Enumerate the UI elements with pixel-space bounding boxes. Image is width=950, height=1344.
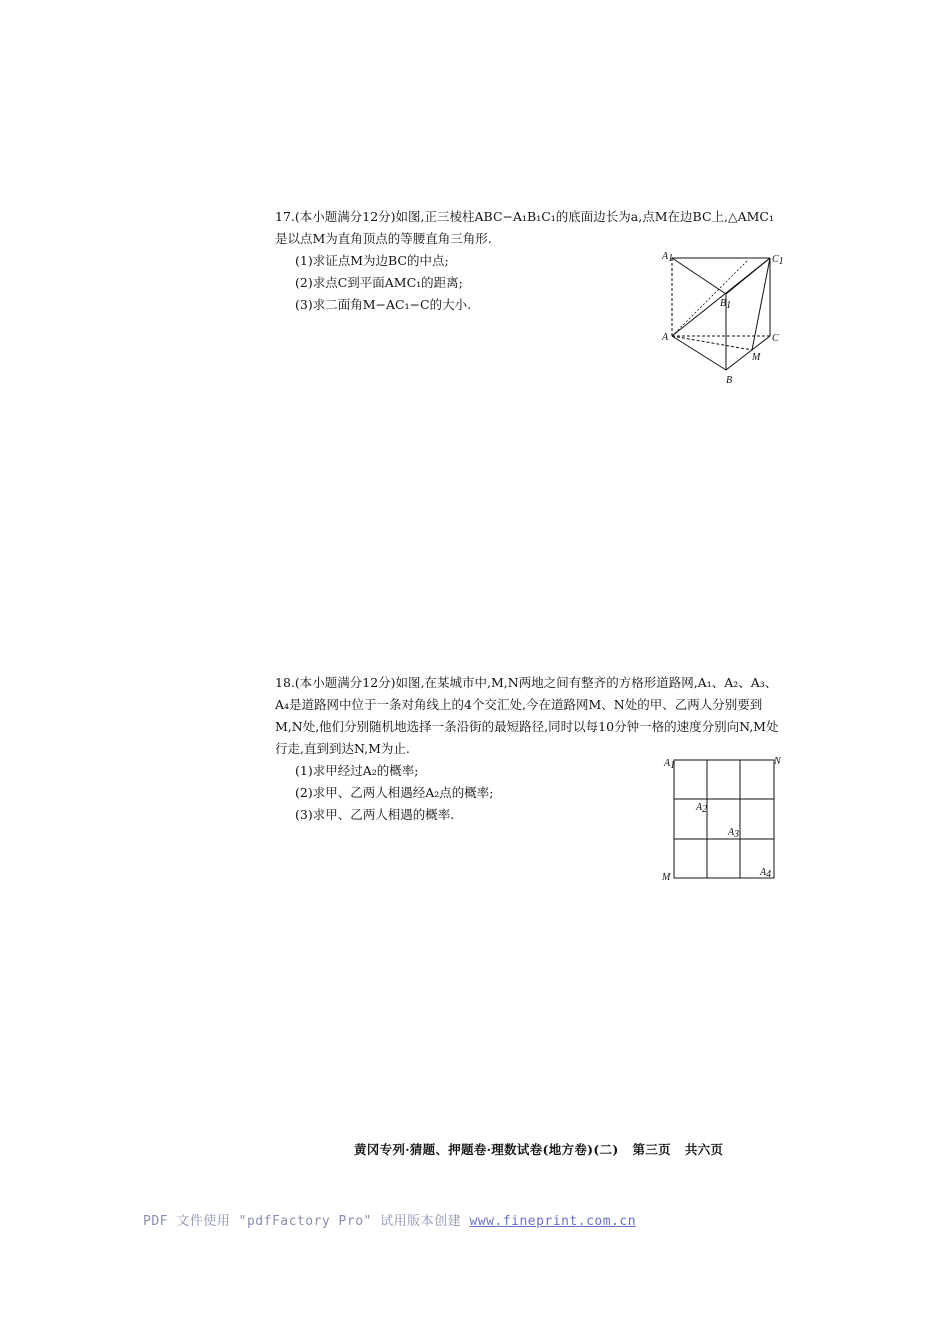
- watermark-link[interactable]: www.fineprint.com.cn: [469, 1214, 637, 1229]
- label-a1: A1: [662, 251, 674, 264]
- label-b: B: [726, 375, 733, 386]
- label-grid-a4: A4: [760, 867, 772, 880]
- grid-figure: [662, 754, 787, 884]
- label-grid-n: N: [774, 756, 781, 767]
- label-c: C: [772, 333, 779, 344]
- footer-total: 共六页: [684, 1142, 724, 1157]
- question-17-part-3: (3)求二面角M−AC₁−C的大小.: [295, 297, 472, 312]
- label-grid-a2: A2: [696, 802, 708, 815]
- question-18-part-1: (1)求甲经过A₂的概率;: [295, 763, 419, 778]
- label-m: M: [752, 352, 761, 363]
- prism-figure: [662, 250, 782, 385]
- label-grid-a3: A3: [728, 827, 740, 840]
- question-18-part-2: (2)求甲、乙两人相遇经A₂点的概率;: [295, 785, 494, 800]
- footer-title: 黄冈专列·猜题、押题卷·理数试卷(地方卷)(二): [354, 1142, 619, 1157]
- question-18-intro: 18.(本小题满分12分)如图,在某城市中,M,N两地之间有整齐的方格形道路网,A₁、A₂、A₃、A₄是道路网中位于一条对角线上的4个交汇处,今在道路网M、N处的甲、乙两人分别要到M,N处,他们分别随机地选择一条沿街的最短路径,同时以每10分钟一格的速度分别向N,M处行走,直到到达N,M为止.: [275, 675, 779, 756]
- label-a: A: [662, 332, 669, 343]
- question-18-part-3: (3)求甲、乙两人相遇的概率.: [295, 807, 455, 822]
- label-grid-m: M: [662, 872, 671, 883]
- label-c1: C1: [772, 254, 784, 267]
- question-17-part-2: (2)求点C到平面AMC₁的距离;: [295, 275, 463, 290]
- question-17-part-1: (1)求证点M为边BC的中点;: [295, 253, 449, 268]
- label-grid-a1: A1: [664, 758, 676, 771]
- pdf-watermark: [143, 1210, 637, 1229]
- label-b1: B1: [720, 298, 732, 311]
- question-17-intro: 17.(本小题满分12分)如图,正三棱柱ABC−A₁B₁C₁的底面边长为a,点M在边BC上,△AMC₁是以点M为直角顶点的等腰直角三角形.: [275, 209, 774, 246]
- watermark-text: PDF 文件使用 "pdfFactory Pro" 试用版本创建: [143, 1214, 470, 1229]
- footer-page: 第三页: [632, 1142, 671, 1157]
- page-footer: [354, 1140, 723, 1158]
